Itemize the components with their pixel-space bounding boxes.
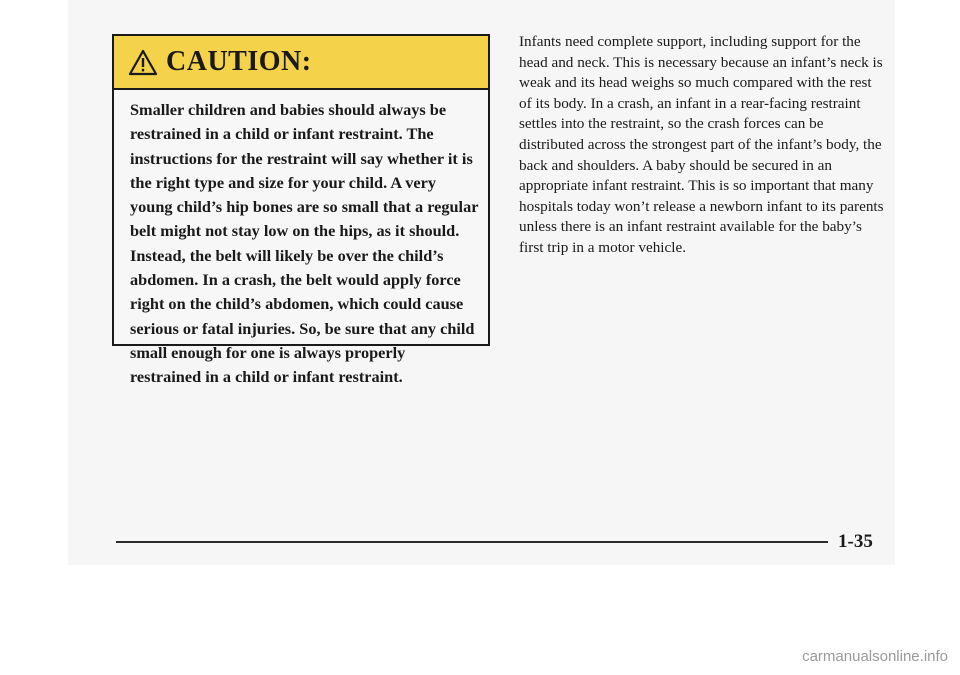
footer-rule	[116, 541, 828, 543]
warning-triangle-icon	[128, 49, 158, 76]
caution-text: Smaller children and babies should always be restrained in a child or infant restraint. The instructions for the restraint will say whether it is the right type and size for your child. A very young child’s hip bones are so small that a regular belt might not stay low on the hips, as it should. Instead, the belt will likely be over the child’s abdomen. In a crash, the belt would apply force right on the child’s abdomen, which could cause serious or fatal injuries. So, be sure that any child small enough for one is always properly restrained in a child or infant restraint.	[130, 100, 479, 387]
caution-header	[114, 36, 488, 90]
caution-box	[112, 34, 490, 387]
caution-title: CAUTION:	[166, 46, 312, 77]
infant-support-paragraph: Infants need complete support, including support for the head and neck. This is necessary because an infant’s neck is weak and its head weighs so much compared with the rest of its body. In a crash, an infant in a rear-facing restraint settles into the restraint, so the crash forces can be distributed across the strongest part of the infant’s body, the back and shoulders. A baby should be secured in an appropriate infant restraint. This is so important that many hospitals today won’t release a newborn infant to its parents unless there is an infant restraint available for the baby’s first trip in a motor vehicle.	[519, 33, 884, 256]
source-watermark: carmanualsonline.info	[802, 648, 948, 665]
page-number: 1-35	[838, 531, 873, 552]
